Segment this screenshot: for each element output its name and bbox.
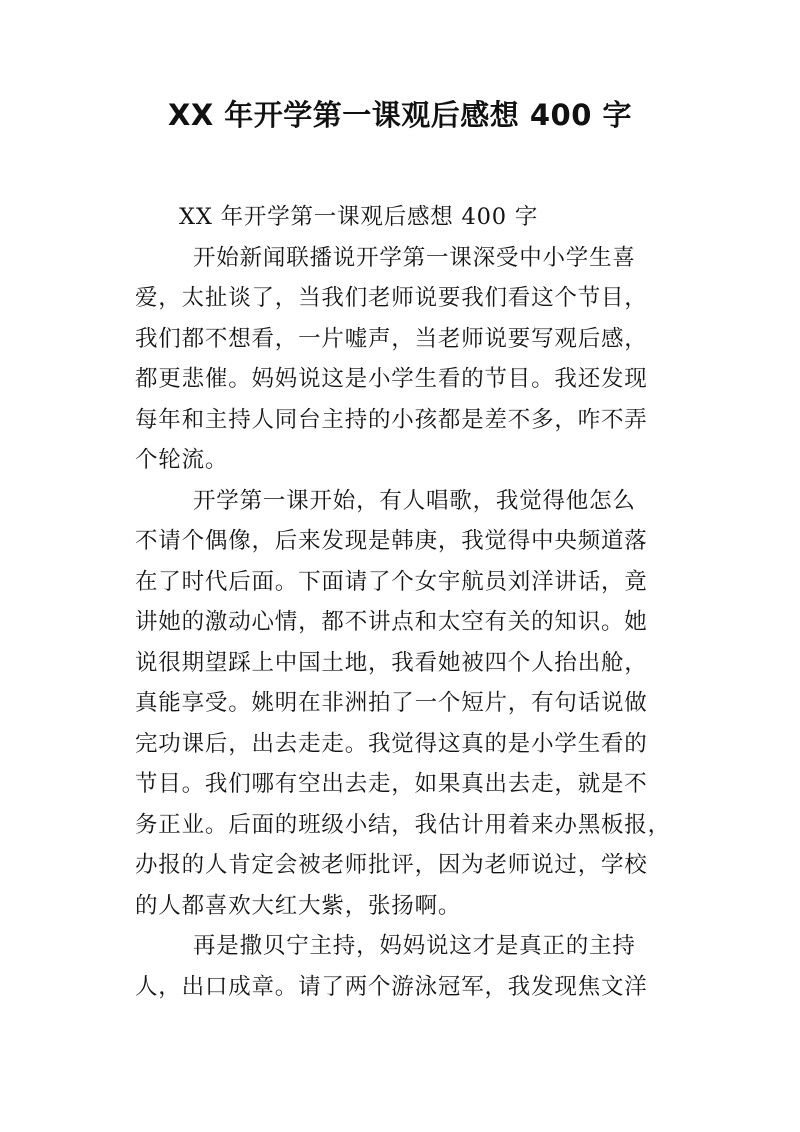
document-body [135, 197, 695, 1007]
paragraph-1-line-4: 都更悲催。妈妈说这是小学生看的节目。我还发现 [135, 366, 648, 392]
document-title: XX 年开学第一课观后感想 400 字 [167, 98, 633, 132]
paragraph-1-line-1: 开始新闻联播说开学第一课深受中小学生喜 [193, 244, 636, 271]
paragraph-2-line-8: 节目。我们哪有空出去走，如果真出去走，就是不 [135, 771, 648, 797]
paragraph-2-line-6: 真能享受。姚明在非洲拍了一个短片，有句话说做 [135, 690, 648, 716]
paragraph-2-line-5: 说很期望踩上中国土地，我看她被四个人抬出舱， [135, 649, 648, 676]
paragraph-2-line-9: 务正业。后面的班级小结，我估计用着来办黑板报， [135, 811, 671, 838]
paragraph-2-line-3: 在了时代后面。下面请了个女宇航员刘洋讲话，竟 [135, 568, 648, 595]
paragraph-3-line-2: 人，出口成章。请了两个游泳冠军，我发现焦文洋 [135, 973, 648, 1000]
paragraph-2-line-2: 不请个偶像，后来发现是韩庚，我觉得中央频道落 [135, 528, 648, 554]
paragraph-1-line-5: 每年和主持人同台主持的小孩都是差不多，咋不弄 [135, 406, 648, 433]
paragraph-3-line-1: 再是撒贝宁主持，妈妈说这才是真正的主持 [193, 933, 636, 959]
paragraph-2-line-4: 讲她的激动心情，都不讲点和太空有关的知识。她 [135, 609, 648, 635]
paragraph-2-line-11: 的人都喜欢大红大紫，张扬啊。 [135, 892, 462, 919]
paragraph-1-line-3: 我们都不想看，一片嘘声，当老师说要写观后感， [135, 325, 648, 352]
paragraph-2-line-1: 开学第一课开始，有人唱歌，我觉得他怎么 [193, 487, 636, 514]
paragraph-1-line-2: 爱，太扯谈了，当我们老师说要我们看这个节目， [135, 285, 648, 311]
paragraph-1-line-6: 个轮流。 [135, 447, 229, 473]
paragraph-2-line-10: 办报的人肯定会被老师批评，因为老师说过，学校 [135, 852, 648, 878]
paragraph-2-line-7: 完功课后，出去走走。我觉得这真的是小学生看的 [135, 730, 648, 757]
subtitle-line: XX 年开学第一课观后感想 400 字 [179, 204, 539, 230]
